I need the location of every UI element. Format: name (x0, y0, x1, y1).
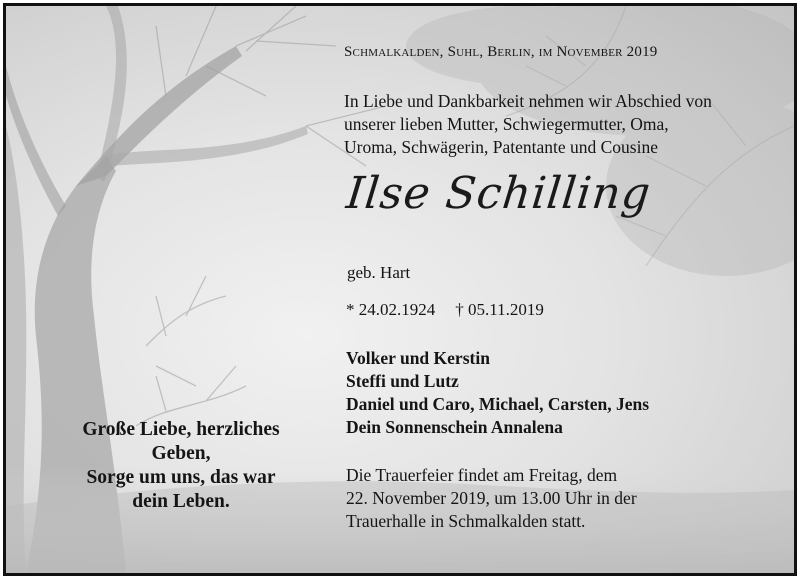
survivor-line: Dein Sonnenschein Annalena (346, 417, 563, 437)
obituary-card (3, 3, 797, 576)
survivor-line: Steffi und Lutz (346, 371, 459, 391)
funeral-service-info (346, 464, 637, 533)
survivors-list (346, 347, 649, 439)
intro-line: Uroma, Schwägerin, Patentante und Cousine (344, 137, 658, 157)
death-date: † 05.11.2019 (455, 300, 544, 319)
life-dates (346, 300, 544, 320)
survivor-line: Volker und Kerstin (346, 348, 490, 368)
place-and-date: Schmalkalden, Suhl, Berlin, im November 2019 (344, 44, 658, 60)
quote-line: Sorge um uns, das war (86, 467, 276, 488)
intro-line: In Liebe und Dankbarkeit nehmen wir Abschied von (344, 91, 712, 111)
intro-line: unserer lieben Mutter, Schwiegermutter, Oma, (344, 114, 669, 134)
maiden-name: geb. Hart (347, 263, 411, 282)
service-line: 22. November 2019, um 13.00 Uhr in der (346, 488, 637, 508)
quote-line: Geben, (151, 443, 211, 464)
service-line: Die Trauerfeier findet am Freitag, dem (346, 465, 618, 485)
memorial-quote (36, 418, 326, 514)
deceased-name: Ilse Schilling (344, 168, 654, 219)
quote-line: Große Liebe, herzliches (82, 419, 280, 440)
service-line: Trauerhalle in Schmalkalden statt. (346, 511, 586, 531)
survivor-line: Daniel und Caro, Michael, Carsten, Jens (346, 394, 650, 414)
birth-date: * 24.02.1924 (346, 300, 436, 319)
quote-line: dein Leben. (132, 491, 230, 512)
intro-text (344, 90, 712, 159)
